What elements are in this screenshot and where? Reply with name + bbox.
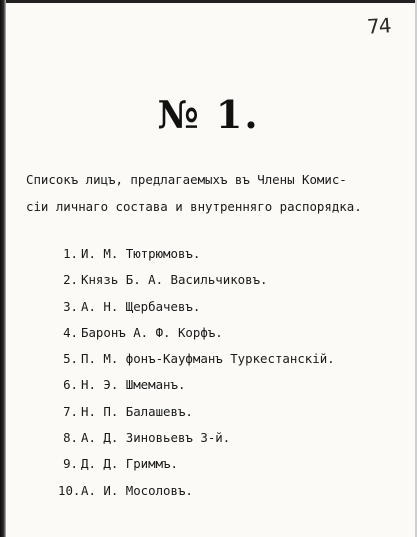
intro-line-2: сіи личнаго состава и внутренняго распорядка. [26,199,362,214]
list-item [58,478,408,504]
item-number: 10. [58,482,81,498]
item-number: 5. [63,351,78,367]
page-left-edge [0,0,6,537]
list-item [58,320,408,346]
list-item [58,294,408,320]
list-item [58,346,408,372]
list-item [58,372,408,398]
item-number: 4. [63,324,78,340]
page-top-edge [0,0,417,3]
list-item [58,425,408,451]
member-name: Баронъ А. Ф. Корфъ. [81,324,223,340]
item-number: 6. [63,377,78,393]
item-number: 8. [63,430,78,446]
item-number: 7. [63,403,78,419]
list-item [58,241,408,267]
member-name: А. Д. Зиновьевъ 3-й. [81,430,231,446]
member-name: П. М. фонъ-Кауфманъ Туркестанскій. [81,351,335,367]
member-name: А. И. Мосоловъ. [81,482,193,498]
list-item [58,451,408,477]
member-list [58,241,408,504]
intro-paragraph [26,166,406,220]
item-number: 1. [63,246,78,261]
item-number: 2. [63,272,78,288]
member-name: Князь Б. А. Васильчиковъ. [81,272,268,288]
intro-line-1: Списокъ лицъ, предлагаемыхъ въ Члены Комис- [26,172,347,187]
item-number: 3. [63,298,78,314]
member-name: Д. Д. Гриммъ. [81,456,178,472]
member-name: Н. Э. Шмеманъ. [81,377,186,393]
member-name: И. М. Тютрюмовъ. [81,246,201,261]
list-item [58,267,408,293]
list-item [58,399,408,425]
member-name: А. Н. Щербачевъ. [81,298,201,314]
member-name: Н. П. Балашевъ. [81,403,193,419]
item-number: 9. [63,456,78,472]
handwritten-page-number: 74 [366,13,392,39]
document-heading: № 1. [157,92,260,137]
